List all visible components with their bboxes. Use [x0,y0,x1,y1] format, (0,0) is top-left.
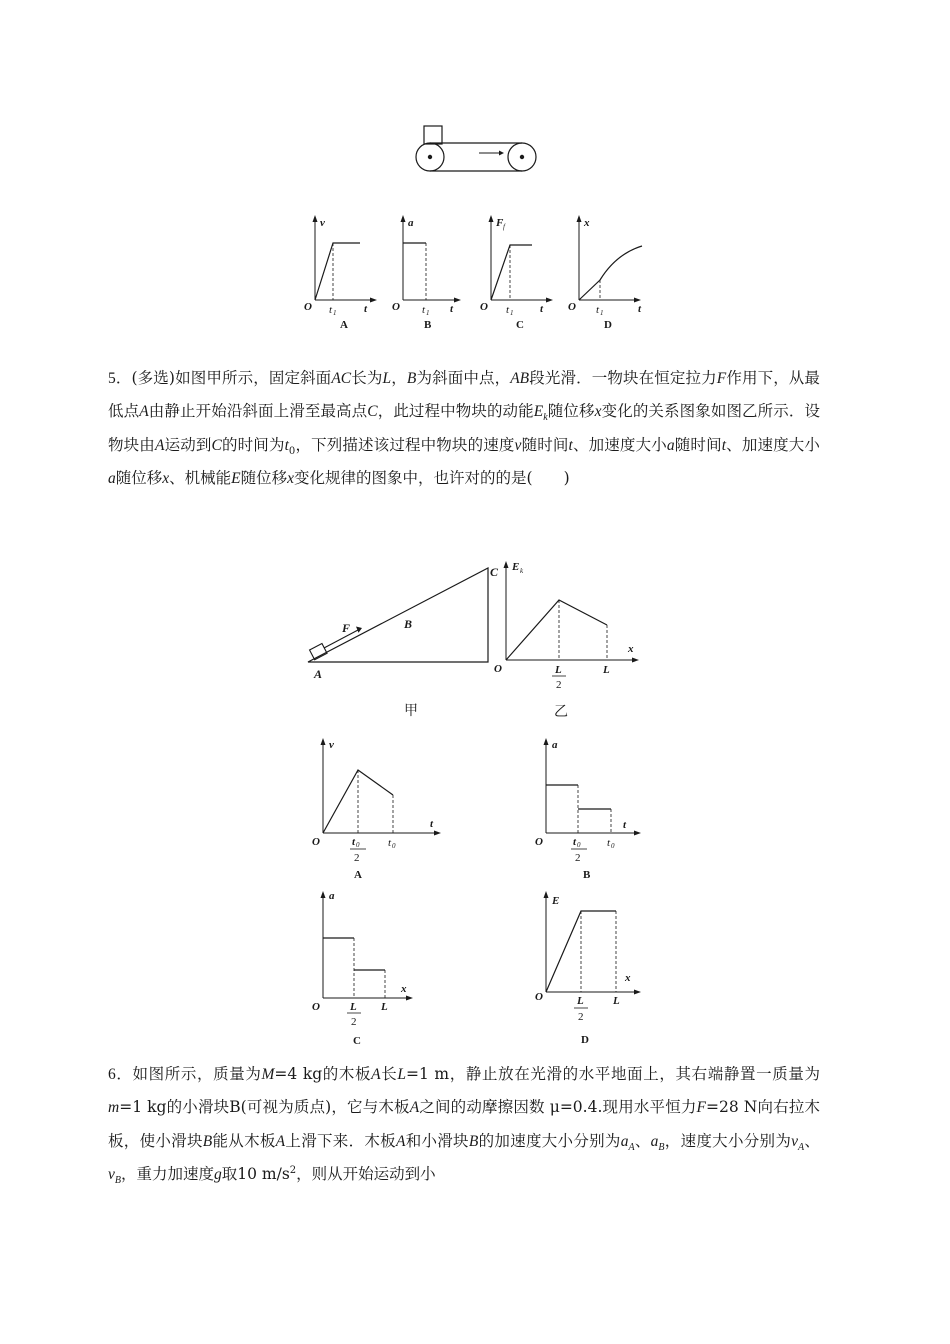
option-letter: D [581,1034,589,1046]
option-letter: A [340,319,348,331]
half-tick-label: t [352,836,356,848]
figure-caption: 乙 [554,705,568,720]
option-letter: C [353,1035,361,1047]
origin-label: O [535,836,543,848]
svg-text:0: 0 [577,841,581,849]
x-axis-label: x [401,983,407,995]
incline-figure-jia [300,560,500,720]
svg-text:0: 0 [611,842,615,850]
right-arrow-icon [479,151,504,156]
origin-label: O [392,301,400,313]
q5-option-b-graph [531,733,671,883]
svg-text:2: 2 [556,679,562,691]
svg-text:1: 1 [600,309,604,317]
x-axis-label: t [450,303,454,315]
block-on-incline [310,644,328,660]
y-axis-label: x [584,217,590,229]
half-tick-label: L [555,664,562,676]
q4-option-d-graph [564,208,654,333]
q5-option-a-graph [308,733,448,883]
x-axis-label: t [540,303,544,315]
question-6-text: 6．如图所示，质量为M=4 kg的木板A长L=1 m，静止放在光滑的水平地面上，其右端静置一质量为m=1 kg的小滑块B(可视为质点)，它与木板A之间的动摩擦因数 μ=0.4.现用水平恒力F=28 N向右拉木板，使小滑块B能从木板A上滑下来．木板A和小滑块B的加速度大小分别为$a_A$、$a_B$，速度大小分别为$v_A$、$v_B$，重力加速度g取10 $m/s^2$，则从开始运动到小 [108,1065,821,1187]
end-tick-label: L [381,1001,388,1013]
svg-text:1: 1 [510,309,514,317]
point-c-label: C [490,565,499,579]
origin-label: O [494,663,502,675]
origin-label: O [312,836,320,848]
block-on-belt [424,126,442,144]
svg-text:2: 2 [578,1011,584,1023]
svg-text:0: 0 [392,842,396,850]
y-axis-label: a [408,217,414,229]
origin-label: O [304,301,312,313]
question-number: 6． [108,1066,133,1083]
half-tick-label: L [350,1001,357,1013]
origin-label: O [535,991,543,1003]
question-number: 5． [108,370,132,387]
q5-option-c-graph [308,882,448,1052]
option-letter: C [516,319,524,331]
svg-text:0: 0 [356,841,360,849]
tick-label: t [329,304,333,316]
end-tick-label: t [388,837,392,849]
point-b-label: B [404,617,413,631]
half-tick-label: t [573,836,577,848]
q4-option-c-graph [476,208,566,333]
origin-label: O [568,301,576,313]
y-axis-label: E [552,895,560,907]
y-axis-label: F [496,217,504,229]
force-label: F [342,621,351,635]
svg-text:f: f [503,223,505,231]
q5-option-d-graph [531,882,671,1052]
question-5-text: 5．(多选)如图甲所示，固定斜面AC长为L，B为斜面中点，AB段光滑．一物块在恒定拉力F作用下，从最低点A由静止开始沿斜面上滑至最高点C，此过程中物块的动能$E_k$随位移x变化的关系图象如图乙所示．设物块由A运动到C的时间为$t_0$，下列描述该过程中物块的速度v随时间t、加速度大小a随时间t、加速度大小a随位移x、机械能E随位移x变化规律的图象中，也许对的的是( ) [108,369,820,488]
svg-text:2: 2 [351,1016,357,1028]
origin-label: O [312,1001,320,1013]
option-letter: D [604,319,612,331]
figure-caption: 甲 [404,704,418,719]
y-axis-label: v [320,217,325,229]
y-axis-label: a [552,739,558,751]
x-axis-label: t [364,303,368,315]
end-tick-label: L [603,664,610,676]
y-axis-label: E [512,561,520,573]
tick-label: t [596,304,600,316]
y-axis-label: v [329,739,334,751]
x-axis-label: t [638,303,642,315]
q4-option-a-graph [300,208,390,333]
option-letter: A [354,869,362,881]
svg-text:1: 1 [333,309,337,317]
ek-x-graph-yi [490,552,650,720]
tick-label: t [422,304,426,316]
svg-text:2: 2 [575,852,581,864]
q4-option-b-graph [388,208,478,333]
x-axis-label: x [625,972,631,984]
svg-text:k: k [520,567,524,575]
y-axis-label: a [329,890,335,902]
option-letter: B [583,869,591,881]
x-axis-label: t [623,819,627,831]
end-tick-label: L [613,995,620,1007]
half-tick-label: L [577,995,584,1007]
end-tick-label: t [607,837,611,849]
conveyor-belt-figure [405,120,545,180]
option-letter: B [424,319,432,331]
x-axis-label: t [430,818,434,830]
svg-text:2: 2 [354,852,360,864]
x-axis-label: x [628,643,634,655]
tick-label: t [506,304,510,316]
origin-label: O [480,301,488,313]
svg-text:1: 1 [426,309,430,317]
point-a-label: A [314,667,323,681]
